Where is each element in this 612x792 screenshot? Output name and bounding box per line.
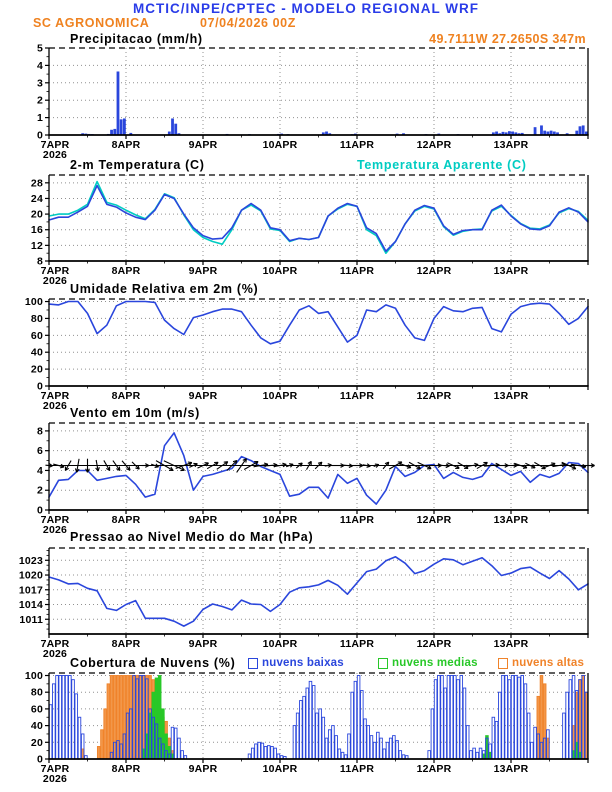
svg-text:7APR: 7APR [40, 139, 70, 151]
svg-text:10APR: 10APR [262, 514, 298, 526]
svg-text:9APR: 9APR [188, 638, 218, 650]
svg-text:7APR: 7APR [40, 763, 70, 775]
svg-text:8APR: 8APR [111, 763, 141, 775]
svg-text:20: 20 [30, 736, 43, 749]
legend-label-nuvens-baixas: nuvens baixas [262, 657, 344, 669]
svg-text:8: 8 [36, 425, 43, 438]
legend-label-nuvens-medias: nuvens medias [392, 657, 478, 669]
svg-text:2: 2 [36, 484, 43, 497]
svg-text:1023: 1023 [18, 554, 43, 567]
svg-text:12APR: 12APR [416, 265, 452, 277]
svg-text:9APR: 9APR [188, 139, 218, 151]
svg-text:12APR: 12APR [416, 139, 452, 151]
svg-text:12APR: 12APR [416, 638, 452, 650]
svg-text:4: 4 [36, 464, 43, 477]
svg-text:20: 20 [30, 208, 43, 221]
svg-text:7APR: 7APR [40, 638, 70, 650]
svg-text:4: 4 [36, 59, 43, 72]
svg-text:2026: 2026 [42, 524, 68, 536]
svg-text:1017: 1017 [18, 584, 43, 597]
svg-text:11APR: 11APR [339, 514, 375, 526]
svg-text:0: 0 [36, 380, 43, 393]
svg-text:13APR: 13APR [493, 139, 529, 151]
svg-text:11APR: 11APR [339, 265, 375, 277]
svg-text:13APR: 13APR [493, 265, 529, 277]
station-name: SC AGRONOMICA [33, 16, 150, 30]
svg-text:2026: 2026 [42, 400, 68, 412]
svg-text:12APR: 12APR [416, 514, 452, 526]
svg-text:12APR: 12APR [416, 763, 452, 775]
svg-text:40: 40 [30, 346, 43, 359]
svg-text:12APR: 12APR [416, 390, 452, 402]
svg-text:2026: 2026 [42, 648, 68, 660]
svg-text:13APR: 13APR [493, 763, 529, 775]
panel-title-precipitation: Precipitacao (mm/h) [70, 32, 203, 46]
svg-text:1014: 1014 [18, 599, 43, 612]
svg-text:8APR: 8APR [111, 139, 141, 151]
svg-text:1: 1 [36, 112, 43, 125]
svg-text:10APR: 10APR [262, 390, 298, 402]
svg-text:8APR: 8APR [111, 390, 141, 402]
svg-text:10APR: 10APR [262, 763, 298, 775]
svg-text:7APR: 7APR [40, 514, 70, 526]
svg-text:7APR: 7APR [40, 390, 70, 402]
svg-text:1011: 1011 [19, 613, 43, 626]
svg-text:20: 20 [30, 363, 43, 376]
svg-text:11APR: 11APR [339, 139, 375, 151]
svg-text:0: 0 [36, 753, 43, 766]
svg-text:2026: 2026 [42, 773, 68, 785]
svg-text:8APR: 8APR [111, 638, 141, 650]
svg-text:9APR: 9APR [188, 514, 218, 526]
svg-text:11APR: 11APR [339, 763, 375, 775]
svg-text:0: 0 [36, 504, 43, 517]
svg-text:16: 16 [30, 224, 43, 237]
panel-title-humidity: Umidade Relativa em 2m (%) [70, 282, 259, 296]
svg-text:3: 3 [36, 77, 43, 90]
svg-text:10APR: 10APR [262, 265, 298, 277]
legend-label-nuvens-altas: nuvens altas [512, 657, 585, 669]
svg-text:80: 80 [30, 312, 43, 325]
panel-title-wind: Vento em 10m (m/s) [70, 406, 201, 420]
svg-text:13APR: 13APR [493, 390, 529, 402]
svg-text:8APR: 8APR [111, 265, 141, 277]
svg-text:28: 28 [30, 177, 43, 190]
location-coords: 49.7111W 27.2650S 347m [429, 32, 586, 46]
svg-text:2026: 2026 [42, 149, 68, 161]
svg-text:5: 5 [36, 42, 43, 55]
svg-text:0: 0 [36, 129, 43, 142]
svg-text:100: 100 [24, 296, 43, 309]
panel-title-temperature: 2-m Temperatura (C) [70, 158, 205, 172]
svg-text:10APR: 10APR [262, 139, 298, 151]
svg-text:80: 80 [30, 686, 43, 699]
panel-title-apparent-temperature: Temperatura Aparente (C) [357, 158, 527, 172]
svg-text:9APR: 9APR [188, 763, 218, 775]
svg-text:6: 6 [36, 445, 43, 458]
run-datetime: 07/04/2026 00Z [200, 16, 296, 30]
svg-text:100: 100 [24, 670, 43, 683]
svg-text:2026: 2026 [42, 275, 68, 287]
svg-text:8APR: 8APR [111, 514, 141, 526]
svg-text:12: 12 [30, 239, 43, 252]
page-title: MCTIC/INPE/CPTEC - MODELO REGIONAL WRF [133, 1, 479, 16]
svg-text:24: 24 [30, 192, 43, 205]
svg-text:8: 8 [36, 255, 43, 268]
svg-text:60: 60 [30, 703, 43, 716]
svg-text:2: 2 [36, 94, 43, 107]
svg-text:10APR: 10APR [262, 638, 298, 650]
panel-title-pressure: Pressao ao Nivel Medio do Mar (hPa) [70, 530, 314, 544]
svg-text:11APR: 11APR [339, 638, 375, 650]
panel-title-cloud-cover: Cobertura de Nuvens (%) [70, 656, 236, 670]
svg-text:13APR: 13APR [493, 514, 529, 526]
svg-text:40: 40 [30, 720, 43, 733]
svg-text:9APR: 9APR [188, 390, 218, 402]
svg-text:9APR: 9APR [188, 265, 218, 277]
svg-text:13APR: 13APR [493, 638, 529, 650]
svg-text:7APR: 7APR [40, 265, 70, 277]
svg-text:11APR: 11APR [339, 390, 375, 402]
svg-text:60: 60 [30, 329, 43, 342]
svg-text:1020: 1020 [18, 569, 43, 582]
